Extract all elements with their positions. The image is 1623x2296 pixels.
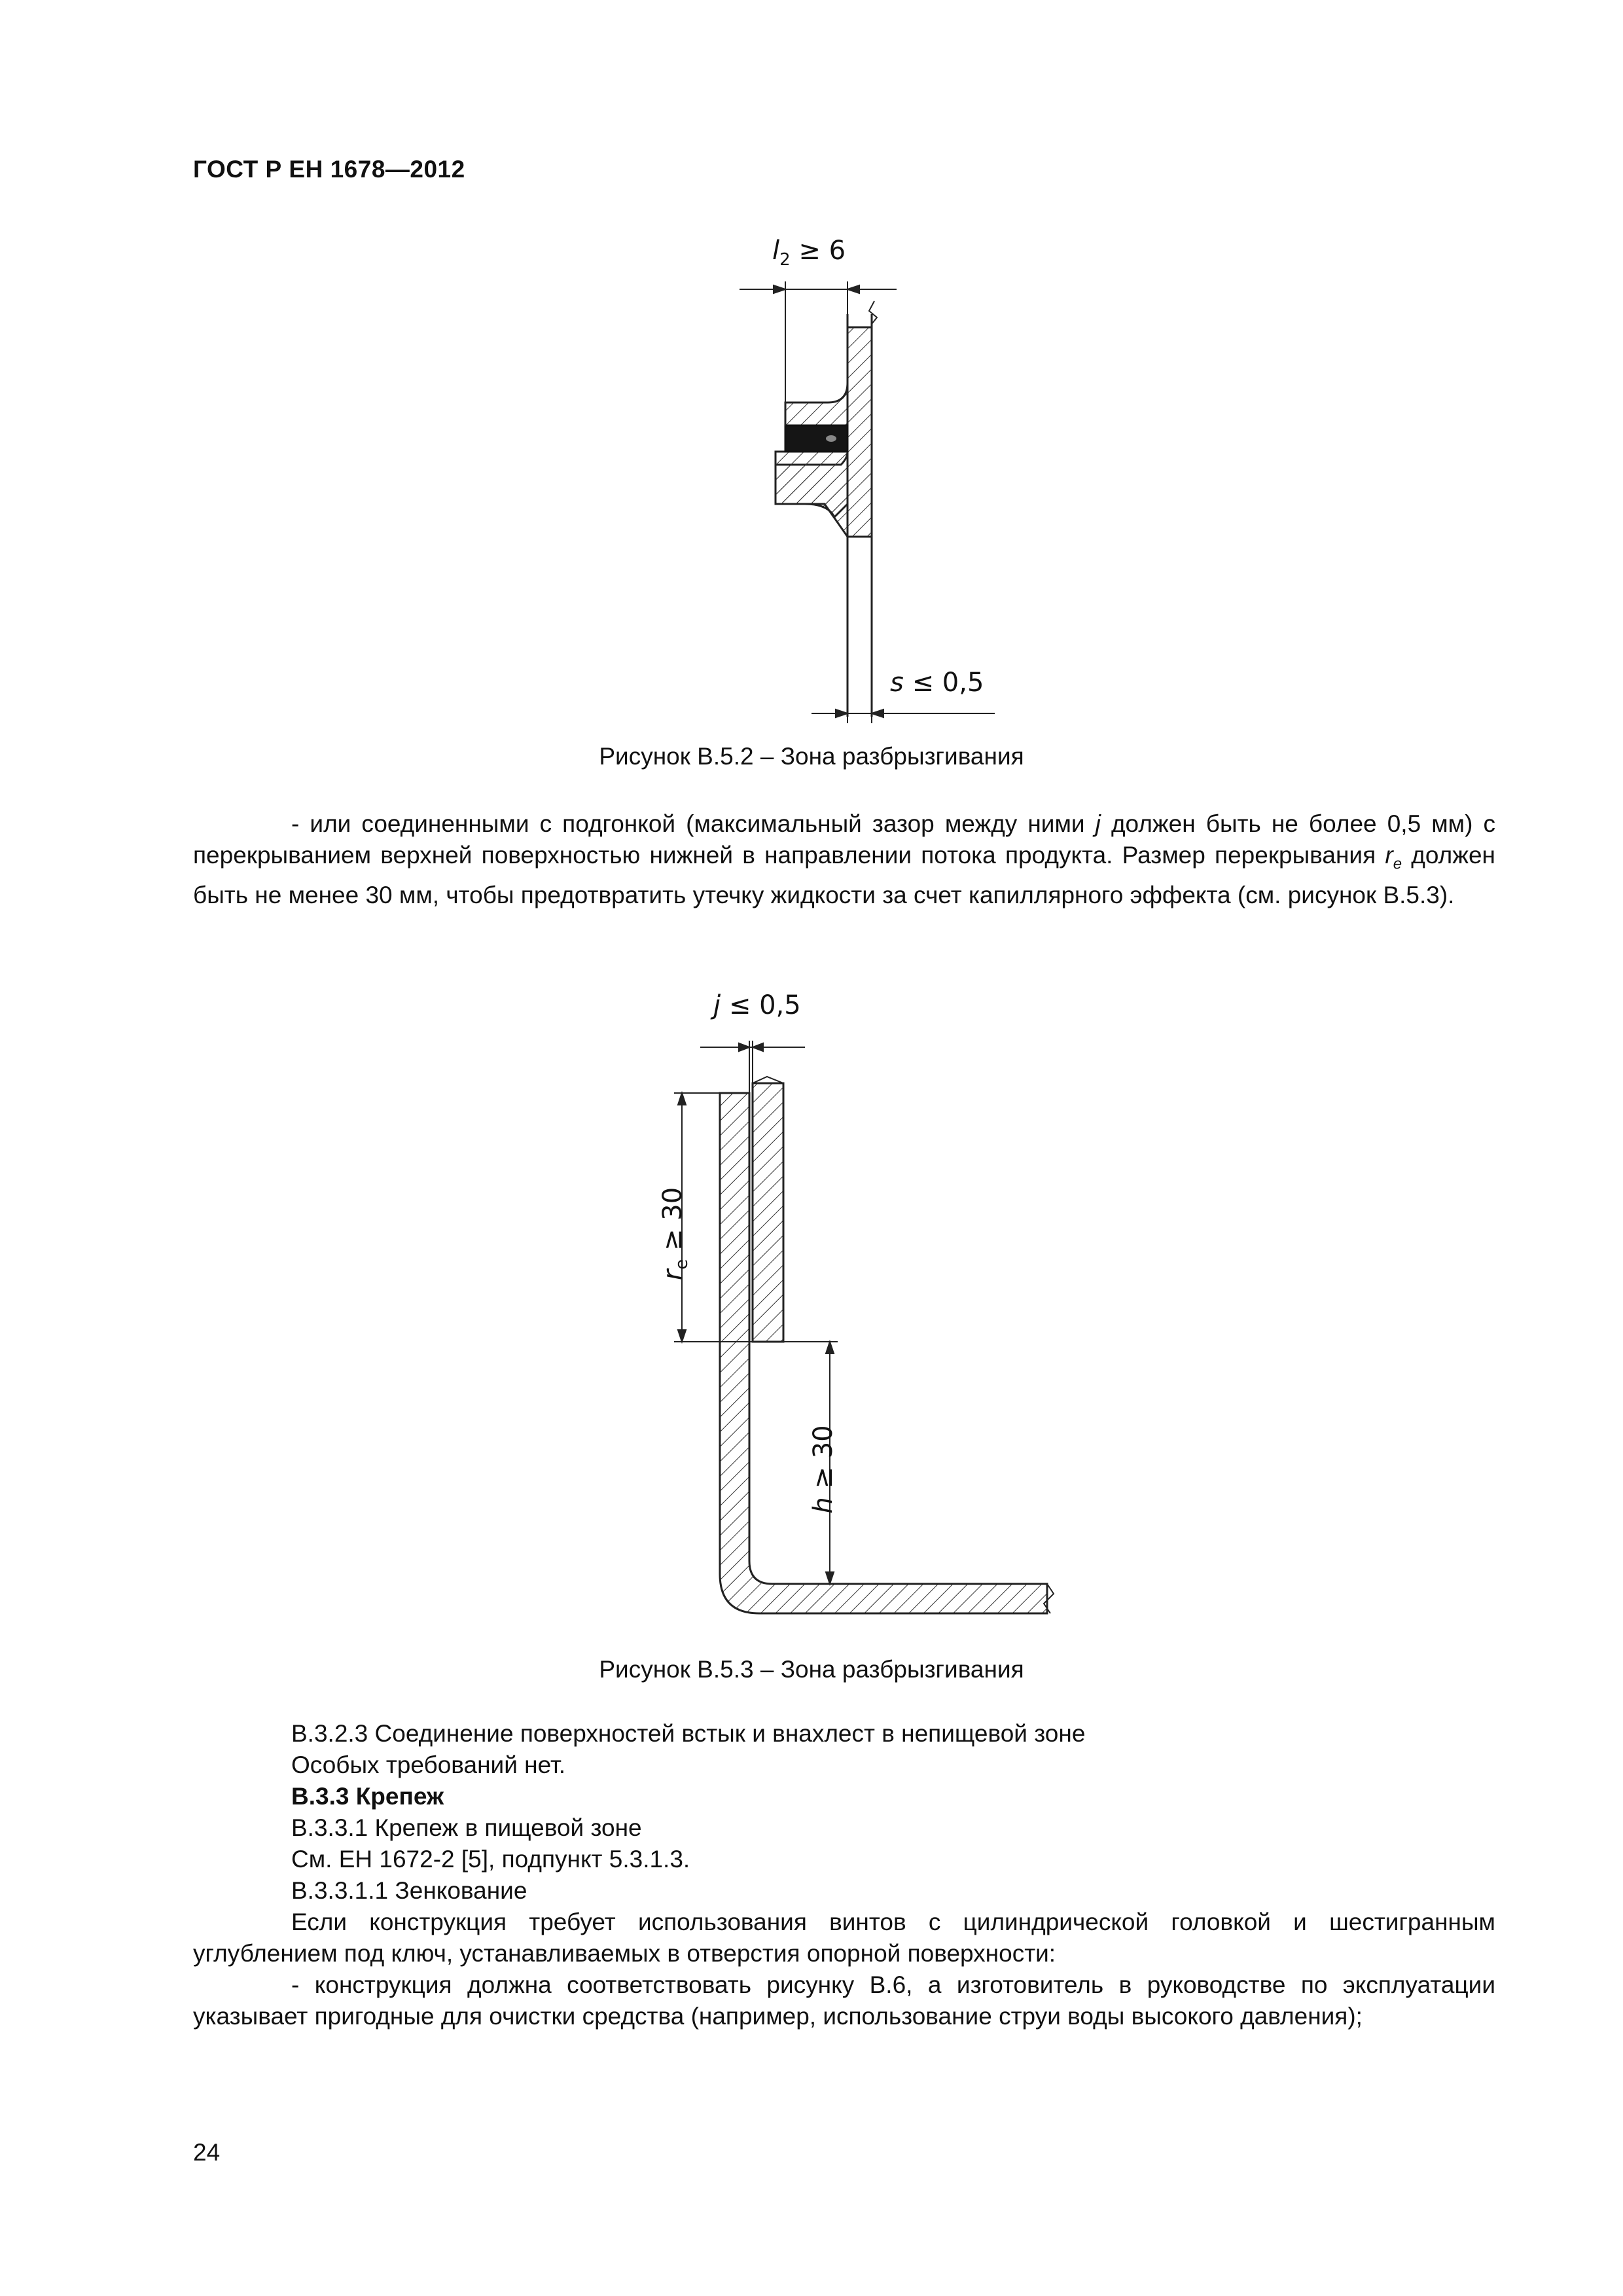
dim-sub: e bbox=[672, 1259, 692, 1270]
figure-b52-dim-bottom bbox=[890, 668, 984, 698]
figure-b53-dim-left bbox=[658, 1162, 690, 1306]
dim-var: j bbox=[713, 990, 721, 1020]
section-b33-heading: В.3.3 Крепеж bbox=[291, 1783, 444, 1810]
section-b331-text: См. ЕН 1672-2 [5], подпункт 5.3.1.3. bbox=[291, 1846, 690, 1873]
symbol-e: e bbox=[1393, 855, 1402, 873]
text-part: - конструкция должна соответствовать рисунку В.6, а изготовитель в руководстве по эксплуатации указывает пригодные для очистки средства (например, использование струи воды высокого давления); bbox=[193, 1971, 1495, 2030]
symbol-r: r bbox=[1385, 842, 1393, 869]
overlap-profile bbox=[720, 1077, 1054, 1630]
section-b3311-heading: В.3.3.1.1 Зенкование bbox=[291, 1877, 527, 1904]
figure-b52-drawing bbox=[700, 229, 1041, 726]
figure-b53-dim-mid bbox=[808, 1404, 841, 1535]
dim-var: l bbox=[772, 236, 780, 266]
paragraph-overlap bbox=[193, 808, 1495, 911]
dim-sub: 2 bbox=[779, 250, 791, 270]
paragraph-construction bbox=[193, 1969, 1495, 2032]
paragraph-screws bbox=[193, 1907, 1495, 1969]
text-part: Если конструкция требует использования винтов с цилиндрической головкой и шестигранным углублением под ключ, устанавливаемых в отверстия опорной поверхности: bbox=[193, 1909, 1495, 1967]
text-part: должен быть не менее 30 мм, чтобы предотвратить утечку жидкости за счет капиллярного эффекта (см. рисунок В.5.3). bbox=[193, 842, 1495, 909]
symbol-j: j bbox=[1095, 810, 1101, 837]
dim-value: ≥ 30 bbox=[658, 1187, 688, 1251]
dim-value: ≤ 0,5 bbox=[912, 668, 984, 698]
figure-b53-dim-top bbox=[713, 990, 801, 1020]
figure-b53-caption: Рисунок В.5.3 – Зона разбрызгивания bbox=[599, 1656, 1024, 1683]
dim-var: r bbox=[658, 1269, 688, 1281]
dim-var: h bbox=[808, 1497, 838, 1514]
dim-var: s bbox=[890, 668, 904, 698]
dim-value: ≥ 30 bbox=[808, 1425, 838, 1489]
page-number: 24 bbox=[193, 2139, 221, 2166]
section-b323-heading: В.3.2.3 Соединение поверхностей встык и внахлест в непищевой зоне bbox=[291, 1720, 1086, 1747]
document-header: ГОСТ Р ЕН 1678—2012 bbox=[193, 156, 465, 183]
text-part: должен быть не более 0,5 мм) с перекрыванием верхней поверхностью нижней в направлении потока продукта. Размер перекрывания bbox=[193, 810, 1496, 869]
figure-b53-drawing bbox=[622, 982, 1080, 1630]
dim-value: ≥ 6 bbox=[798, 236, 846, 266]
text-part: - или соединенными с подгонкой (максимальный зазор между ними bbox=[291, 810, 1096, 837]
figure-b52-caption: Рисунок В.5.2 – Зона разбрызгивания bbox=[599, 743, 1024, 770]
weld-profile bbox=[776, 301, 877, 717]
dim-value: ≤ 0,5 bbox=[728, 990, 801, 1020]
section-b331-heading: В.3.3.1 Крепеж в пищевой зоне bbox=[291, 1814, 642, 1841]
section-b323-text: Особых требований нет. bbox=[291, 1751, 566, 1778]
figure-b52-dim-top bbox=[772, 236, 846, 270]
